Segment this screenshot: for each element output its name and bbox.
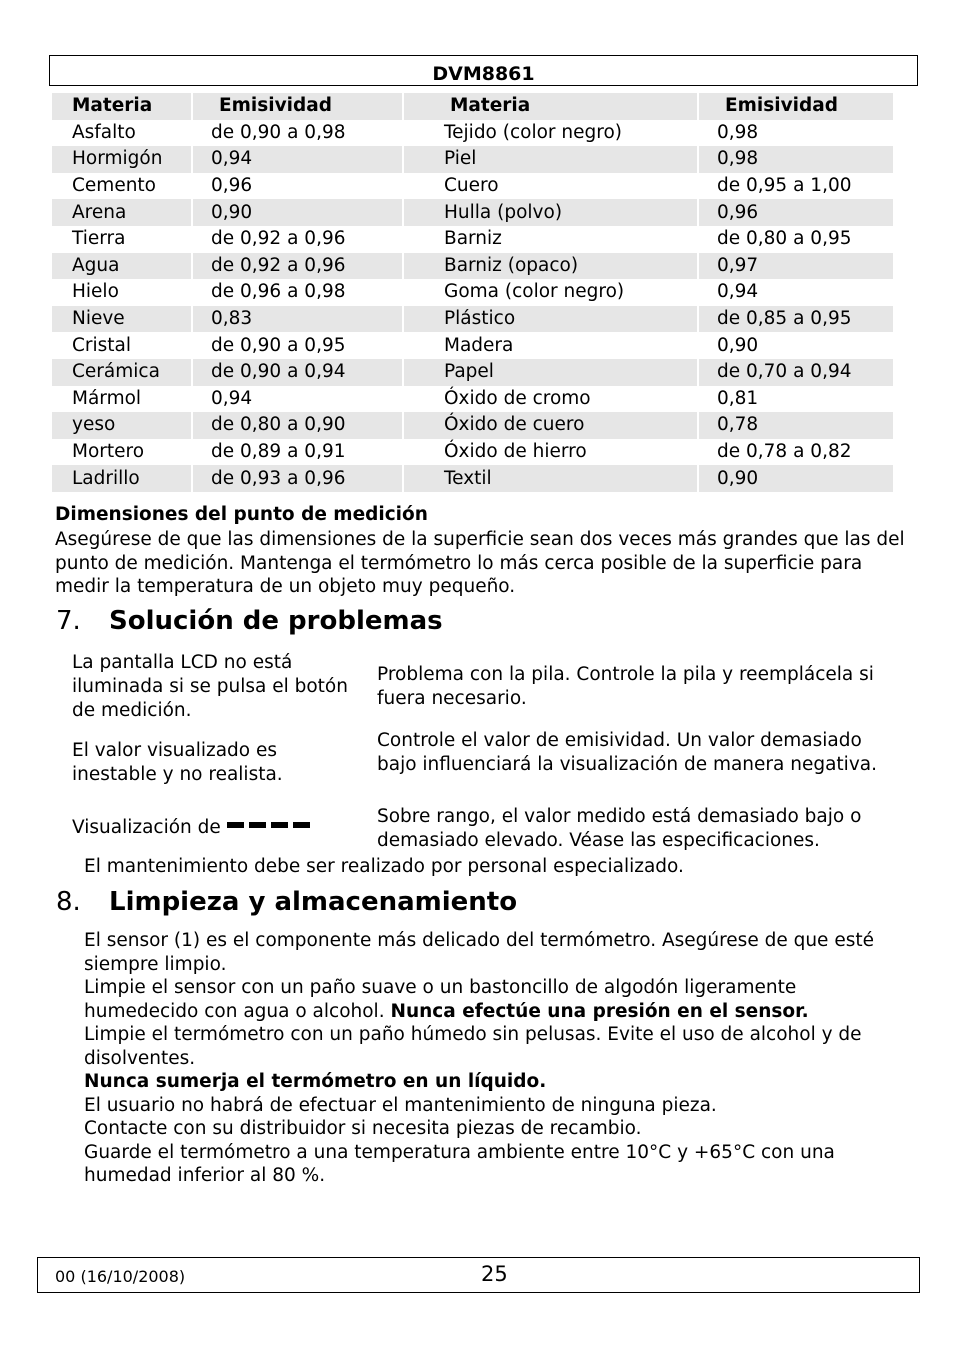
table-row — [52, 279, 893, 306]
column-header: Emisividad — [698, 93, 893, 120]
cleaning-warning — [84, 1070, 904, 1094]
table-row — [52, 199, 893, 226]
table-cell: de 0,90 a 0,94 — [192, 359, 403, 386]
table-cell: 0,98 — [698, 120, 893, 147]
maintenance-note: El mantenimiento debe ser realizado por personal especializado. — [84, 856, 684, 877]
table-cell: de 0,80 a 0,90 — [192, 412, 403, 439]
table-cell: de 0,85 a 0,95 — [698, 306, 893, 333]
table-cell: Textil — [403, 465, 698, 492]
table-cell: 0,96 — [698, 199, 893, 226]
table-cell: Asfalto — [72, 121, 136, 143]
solution-cell: Problema con la pila. Controle la pila y reemplácela si fuera necesario. — [377, 664, 874, 709]
table-cell: 0,94 — [192, 146, 403, 173]
problem-cell: La pantalla LCD no está iluminada si se pulsa el botón de medición. — [72, 652, 348, 721]
table-cell: Cristal — [72, 334, 132, 356]
table-cell: 0,97 — [698, 253, 893, 280]
version-date: 00 (16/10/2008) — [55, 1267, 186, 1286]
table-cell: 0,94 — [192, 386, 403, 413]
table-cell: Hormigón — [52, 146, 192, 173]
table-cell: de 0,92 a 0,96 — [192, 226, 403, 253]
cleaning-text — [84, 929, 904, 1188]
measurement-paragraph: Asegúrese de que las dimensiones de la superficie sean dos veces más grandes que las del punto de medición. Mantenga el termómetro lo más cerca posible de la superficie para medir la temperatura de un objeto muy pequeño. — [55, 529, 905, 597]
cleaning-paragraph: El usuario no habrá de efectuar el mantenimiento de ninguna pieza. — [84, 1094, 717, 1116]
table-cell: Papel — [403, 359, 698, 386]
table-cell: Ladrillo — [52, 465, 192, 492]
table-cell: de 0,90 a 0,98 — [192, 120, 403, 147]
solution-cell: Sobre rango, el valor medido está demasiado bajo o demasiado elevado. Véase las especificaciones. — [377, 806, 862, 851]
table-row — [52, 412, 893, 439]
table-cell: Hulla (polvo) — [403, 199, 698, 226]
table-cell: Óxido de hierro — [403, 439, 698, 466]
table-cell: Tierra — [72, 228, 126, 250]
table-row — [52, 146, 893, 173]
table-cell: Mármol — [72, 387, 142, 409]
table-row — [52, 173, 893, 200]
model-name: DVM8861 — [432, 63, 535, 85]
table-cell: Agua — [52, 253, 192, 280]
solution-cell: Controle el valor de emisividad. Un valor demasiado bajo influenciará la visualización de manera negativa. — [377, 730, 877, 775]
table-cell: de 0,92 a 0,96 — [192, 253, 403, 280]
table-cell: 0,94 — [698, 279, 893, 306]
table-cell: de 0,89 a 0,91 — [192, 439, 403, 466]
table-row — [52, 359, 893, 386]
table-cell: 0,90 — [698, 465, 893, 492]
table-cell: Cerámica — [52, 359, 192, 386]
table-cell: 0,81 — [698, 386, 893, 413]
table-row — [52, 226, 893, 253]
overrange-dashes-icon — [227, 817, 311, 835]
table-row — [52, 439, 893, 466]
table-cell: yeso — [52, 412, 192, 439]
table-cell: 0,83 — [192, 306, 403, 333]
table-cell: de 0,95 a 1,00 — [698, 173, 893, 200]
problem-text: Visualización de — [72, 817, 221, 838]
table-cell: Madera — [403, 332, 698, 359]
page-footer — [37, 1257, 920, 1293]
table-cell: 0,96 — [192, 173, 403, 200]
page-number: 25 — [481, 1262, 508, 1286]
cleaning-warning: Nunca efectúe una presión en el sensor. — [390, 1000, 809, 1022]
table-row — [52, 332, 893, 359]
table-row — [52, 253, 893, 280]
cleaning-paragraph: Limpie el termómetro con un paño húmedo sin pelusas. Evite el uso de alcohol y de disolventes. — [84, 1024, 862, 1069]
table-cell: de 0,70 a 0,94 — [698, 359, 893, 386]
section-title: Solución de problemas — [109, 606, 443, 636]
cleaning-paragraph: El sensor (1) es el componente más delicado del termómetro. Asegúrese de que esté siempre limpio. — [84, 930, 874, 975]
section-number: 8. — [56, 887, 81, 917]
table-cell: de 0,78 a 0,82 — [698, 439, 893, 466]
section-number: 7. — [56, 606, 81, 636]
table-cell: Mortero — [72, 441, 145, 463]
problem-cell: El valor visualizado es inestable y no realista. — [72, 740, 283, 785]
cleaning-paragraph: Contacte con su distribuidor si necesita piezas de recambio. — [84, 1118, 642, 1139]
document-header — [49, 55, 918, 86]
section-heading-troubleshooting — [56, 606, 443, 636]
table-cell: Óxido de cromo — [403, 386, 698, 413]
table-cell: Hielo — [72, 281, 119, 303]
table-cell: Óxido de cuero — [403, 412, 698, 439]
table-row — [52, 465, 893, 492]
table-cell: Cemento — [72, 175, 156, 197]
table-cell: Barniz (opaco) — [403, 253, 698, 280]
column-header: Materia — [403, 93, 698, 120]
table-row — [52, 386, 893, 413]
measurement-heading: Dimensiones del punto de medición — [55, 504, 428, 525]
cleaning-warning-text: Nunca sumerja el termómetro en un líquido. — [84, 1071, 547, 1092]
section-title: Limpieza y almacenamiento — [109, 887, 518, 917]
table-cell: Goma (color negro) — [403, 279, 698, 306]
problem-cell — [72, 816, 362, 840]
table-cell: de 0,80 a 0,95 — [698, 226, 893, 253]
table-cell: 0,98 — [698, 146, 893, 173]
emissivity-table — [52, 93, 893, 492]
column-header: Materia — [52, 93, 192, 120]
table-cell: de 0,96 a 0,98 — [192, 279, 403, 306]
table-cell: Cuero — [403, 173, 698, 200]
table-cell: 0,90 — [698, 332, 893, 359]
table-row — [52, 306, 893, 333]
table-header-row — [52, 93, 893, 120]
section-heading-cleaning — [56, 887, 517, 917]
cleaning-sentence: Limpie el sensor con un paño suave o un bastoncillo de algodón ligeramente humedecido con agua o alcohol. — [84, 977, 797, 1022]
table-cell: Barniz — [403, 226, 698, 253]
table-cell: de 0,93 a 0,96 — [192, 465, 403, 492]
table-row — [52, 120, 893, 147]
table-cell: 0,78 — [698, 412, 893, 439]
cleaning-paragraph — [84, 976, 904, 1023]
table-cell: Nieve — [52, 306, 192, 333]
table-cell: de 0,90 a 0,95 — [192, 332, 403, 359]
table-cell: Plástico — [403, 306, 698, 333]
cleaning-paragraph: Guarde el termómetro a una temperatura ambiente entre 10°C y +65°C con una humedad inferior al 80 %. — [84, 1141, 835, 1186]
table-cell: Arena — [52, 199, 192, 226]
table-cell: Piel — [403, 146, 698, 173]
table-cell: Tejido (color negro) — [403, 120, 698, 147]
column-header: Emisividad — [192, 93, 403, 120]
table-cell: 0,90 — [192, 199, 403, 226]
